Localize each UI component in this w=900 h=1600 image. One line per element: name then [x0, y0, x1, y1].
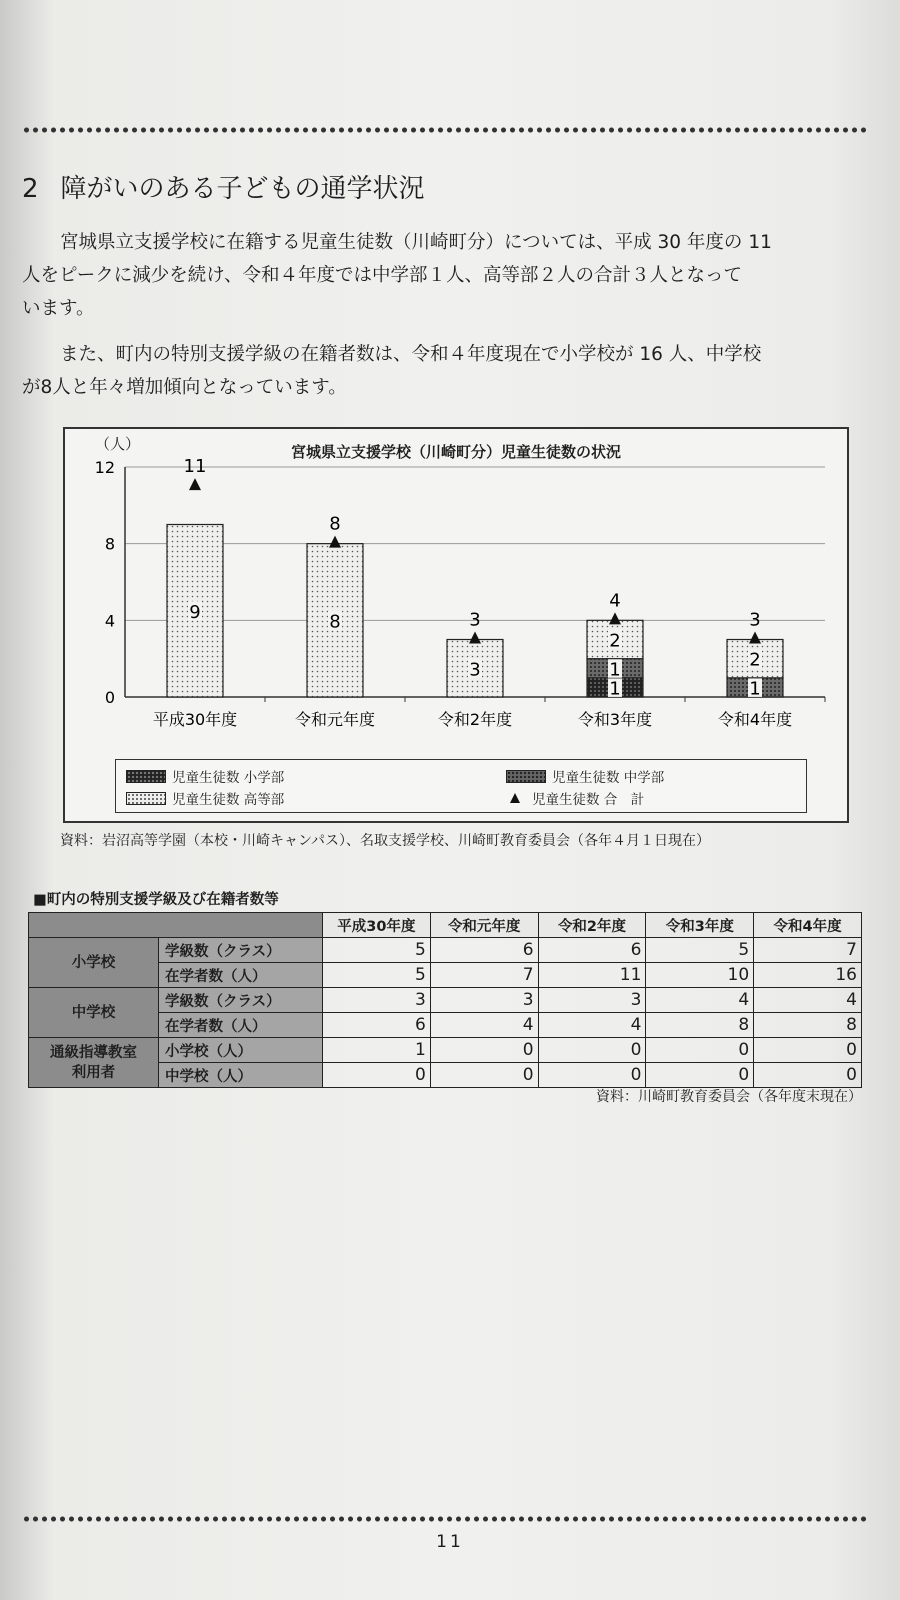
x-tick-label: 平成30年度 — [152, 710, 238, 729]
chart-box — [63, 427, 849, 823]
total-label: 11 — [183, 456, 207, 478]
section-number: 2 — [22, 174, 39, 204]
table-row — [29, 988, 862, 1013]
total-marker — [189, 478, 201, 490]
table-title: ■町内の特別支援学級及び在籍者数等 — [33, 892, 279, 908]
total-marker — [329, 536, 341, 548]
special-class-table — [28, 912, 862, 1088]
table-cell: 6 — [538, 938, 646, 963]
row-label: 学級数（クラス） — [159, 988, 323, 1013]
row-group-label: 通級指導教室 利用者 — [29, 1038, 159, 1088]
legend-item-total — [506, 788, 644, 808]
paragraph-line: います。 — [22, 298, 95, 319]
y-axis-unit: （人） — [95, 435, 141, 453]
table-cell: 1 — [323, 1038, 431, 1063]
table-cell: 16 — [754, 963, 862, 988]
y-tick-label: 8 — [104, 534, 115, 554]
data-label: 8 — [329, 611, 341, 633]
total-label: 8 — [329, 513, 341, 535]
data-label: 9 — [189, 601, 201, 623]
table-cell: 0 — [754, 1038, 862, 1063]
table-cell: 0 — [430, 1063, 538, 1088]
table-cell: 4 — [430, 1013, 538, 1038]
table-cell: 4 — [646, 988, 754, 1013]
paragraph-line: 人をピークに減少を続け、令和４年度では中学部１人、高等部２人の合計３人となって — [22, 265, 743, 286]
row-group-label: 中学校 — [29, 988, 159, 1038]
data-label: 1 — [749, 678, 761, 700]
table-cell: 4 — [538, 1013, 646, 1038]
total-marker — [749, 632, 761, 644]
total-label: 4 — [609, 590, 621, 612]
chart-plot — [65, 429, 847, 759]
table-cell: 0 — [430, 1038, 538, 1063]
table-cell: 0 — [646, 1038, 754, 1063]
legend-swatch — [506, 770, 546, 783]
legend-item-elementary — [126, 766, 284, 786]
table-cell: 0 — [646, 1063, 754, 1088]
paragraph-line: 宮城県立支援学校に在籍する児童生徒数（川崎町分）については、平成 30 年度の 11 — [60, 232, 772, 253]
legend-label: 児童生徒数 合 計 — [532, 792, 645, 808]
total-label: 3 — [749, 609, 761, 631]
triangle-icon — [510, 793, 520, 803]
y-tick-label: 0 — [104, 688, 115, 707]
table-cell: 8 — [754, 1013, 862, 1038]
top-dotted-rule — [22, 124, 870, 136]
chart-title: 宮城県立支援学校（川崎町分）児童生徒数の状況 — [290, 443, 621, 461]
table-cell: 4 — [754, 988, 862, 1013]
page-number: 11 — [436, 1532, 464, 1552]
table-cell: 5 — [646, 938, 754, 963]
x-tick-label: 令和2年度 — [437, 710, 513, 729]
row-label: 在学者数（人） — [159, 1013, 323, 1038]
legend-swatch — [126, 770, 166, 783]
legend-item-high — [126, 788, 284, 808]
table-header-row — [29, 913, 862, 938]
table-cell: 3 — [430, 988, 538, 1013]
table-cell: 11 — [538, 963, 646, 988]
data-label: 1 — [609, 659, 621, 681]
column-header: 平成30年度 — [323, 913, 431, 938]
total-marker — [609, 612, 621, 624]
data-label: 2 — [749, 649, 761, 671]
table-cell: 0 — [754, 1063, 862, 1088]
y-tick-label: 4 — [104, 611, 115, 631]
legend-label: 児童生徒数 高等部 — [172, 792, 285, 808]
table-cell: 5 — [323, 938, 431, 963]
table-row — [29, 938, 862, 963]
table-row — [29, 1038, 862, 1063]
paragraph-line: が8人と年々増加傾向となっています。 — [22, 377, 347, 398]
row-label: 小学校（人） — [159, 1038, 323, 1063]
column-header: 令和2年度 — [538, 913, 646, 938]
table-cell: 3 — [538, 988, 646, 1013]
x-tick-label: 令和3年度 — [577, 710, 653, 729]
table-source: 資料：川崎町教育委員会（各年度末現在） — [596, 1089, 862, 1105]
chart-legend — [115, 759, 807, 813]
legend-label: 児童生徒数 小学部 — [172, 770, 285, 786]
legend-swatch — [126, 792, 166, 805]
data-label: 3 — [469, 659, 481, 681]
x-tick-label: 令和4年度 — [717, 710, 793, 729]
legend-item-junior — [506, 766, 664, 786]
table-cell: 0 — [538, 1038, 646, 1063]
section-heading — [22, 168, 425, 205]
paragraph-line: また、町内の特別支援学級の在籍者数は、令和４年度現在で小学校が 16 人、中学校 — [60, 344, 762, 365]
y-tick-label: 12 — [94, 458, 115, 477]
data-label: 2 — [609, 630, 621, 652]
table-cell: 3 — [323, 988, 431, 1013]
total-marker — [469, 632, 481, 644]
row-label: 中学校（人） — [159, 1063, 323, 1088]
table-cell: 8 — [646, 1013, 754, 1038]
table-cell: 0 — [323, 1063, 431, 1088]
row-label: 在学者数（人） — [159, 963, 323, 988]
row-label: 学級数（クラス） — [159, 938, 323, 963]
table-corner — [29, 913, 323, 938]
section-title: 障がいのある子どもの通学状況 — [60, 174, 425, 204]
column-header: 令和4年度 — [754, 913, 862, 938]
column-header: 令和元年度 — [430, 913, 538, 938]
table-cell: 5 — [323, 963, 431, 988]
table-cell: 6 — [430, 938, 538, 963]
data-label: 1 — [609, 678, 621, 700]
total-label: 3 — [469, 609, 481, 631]
table-cell: 7 — [430, 963, 538, 988]
table-cell: 10 — [646, 963, 754, 988]
x-tick-label: 令和元年度 — [294, 710, 376, 729]
paragraph-1 — [22, 226, 882, 325]
table-cell: 0 — [538, 1063, 646, 1088]
bottom-dotted-rule — [22, 1513, 870, 1525]
paragraph-2 — [22, 338, 882, 404]
table-cell: 6 — [323, 1013, 431, 1038]
row-group-label: 小学校 — [29, 938, 159, 988]
legend-label: 児童生徒数 中学部 — [552, 770, 665, 786]
chart-source: 資料：岩沼高等学園（本校・川崎キャンパス）、名取支援学校、川崎町教育委員会（各年４月１日現在） — [60, 833, 711, 849]
table-cell: 7 — [754, 938, 862, 963]
column-header: 令和3年度 — [646, 913, 754, 938]
